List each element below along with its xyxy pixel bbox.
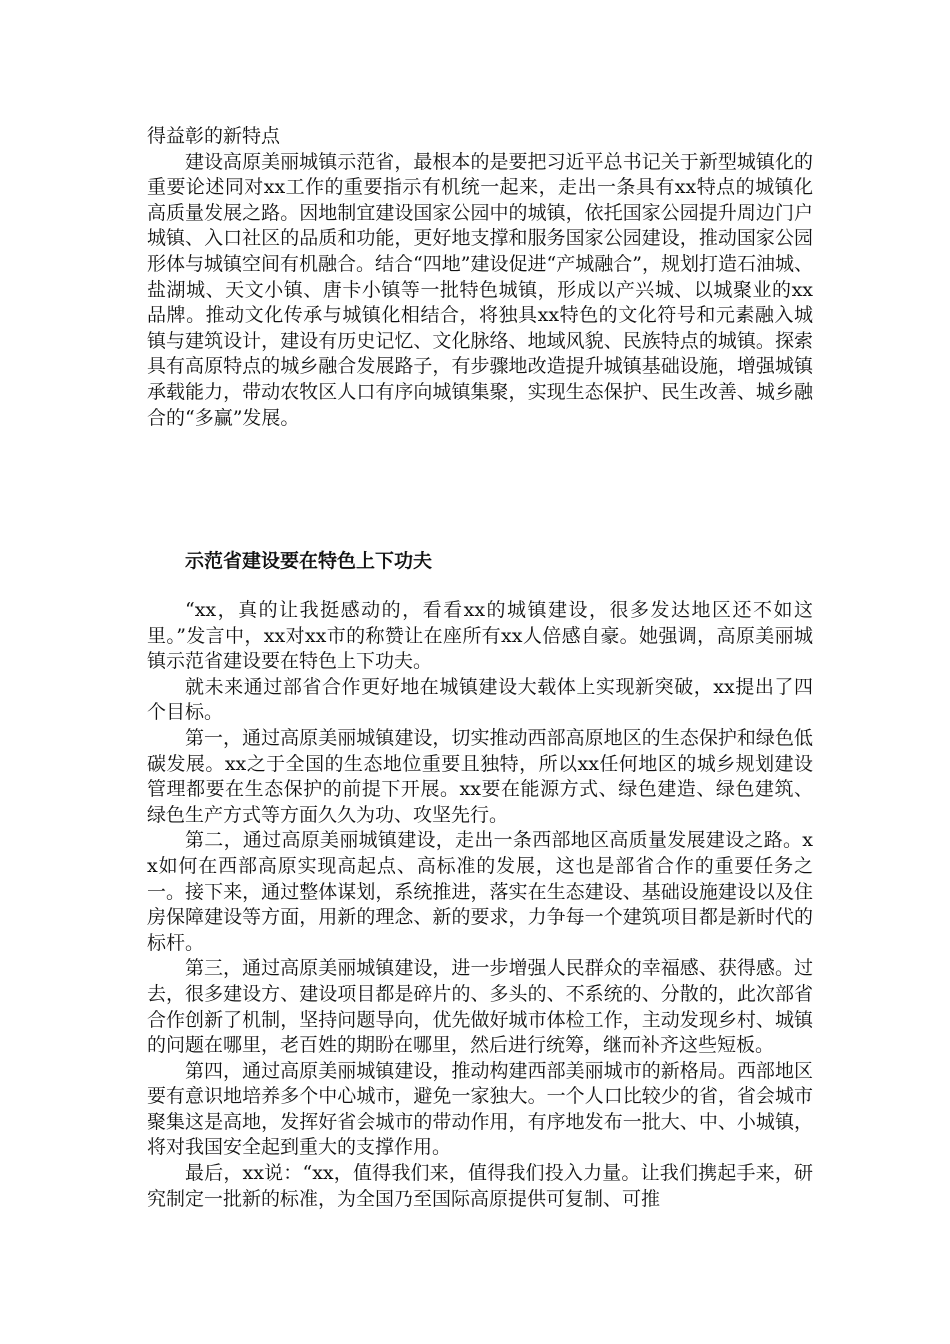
body-paragraph: 建设高原美丽城镇示范省，最根本的是要把习近平总书记关于新型城镇化的重要论述同对xx工作的重要指示有机统一起来，走出一条具有xx特点的城镇化高质量发展之路。因地制宜建设国家公园中的城镇，依托国家公园提升周边门户城镇、入口社区的品质和功能，更好地支撑和服务国家公园建设，推动国家公园形体与城镇空间有机融合。结合“四地”建设促进“产城融合”，规划打造石油城、盐湖城、天文小镇、唐卡小镇等一批特色城镇，形成以产兴城、以城聚业的xx品牌。推动文化传承与城镇化相结合，将独具xx特色的文化符号和元素融入城镇与建筑设计，建设有历史记忆、文化脉络、地域风貌、民族特点的城镇。探索具有高原特点的城乡融合发展路子，有步骤地改造提升城镇基础设施，增强城镇承载能力，带动农牧区人口有序向城镇集聚，实现生态保护、民生改善、城乡融合的“多赢”发展。: [147, 150, 813, 429]
body-paragraph: “xx，真的让我挺感动的，看看xx的城镇建设，很多发达地区还不如这里。”发言中，xx对xx市的称赞让在座所有xx人倍感自豪。她强调，高原美丽城镇示范省建设要在特色上下功夫。: [147, 599, 813, 673]
continuation-title: 得益彰的新特点: [147, 125, 281, 147]
body-paragraph: 就未来通过部省合作更好地在城镇建设大载体上实现新突破，xx提出了四个目标。: [147, 675, 813, 724]
body-paragraph: 第四，通过高原美丽城镇建设，推动构建西部美丽城市的新格局。西部地区要有意识地培养多个中心城市，避免一家独大。一个人口比较少的省，省会城市聚集这是高地，发挥好省会城市的带动作用，有序地发布一批大、中、小城镇，将对我国安全起到重大的支撑作用。: [147, 1059, 813, 1159]
body-paragraph: 第一，通过高原美丽城镇建设，切实推动西部高原地区的生态保护和绿色低碳发展。xx之于全国的生态地位重要且独特，所以xx任何地区的城乡规划建设管理都要在生态保护的前提下开展。xx要在能源方式、绿色建造、绿色建筑、绿色生产方式等方面久久为功、攻坚先行。: [147, 726, 813, 826]
top-text-block: [147, 124, 813, 431]
bottom-text-block: [147, 598, 813, 1212]
body-paragraph: 第二，通过高原美丽城镇建设，走出一条西部地区高质量发展建设之路。xx如何在西部高原实现高起点、高标准的发展，这也是部省合作的重要任务之一。接下来，通过整体谋划，系统推进，落实在生态建设、基础设施建设以及住房保障建设等方面，用新的理念、新的要求，力争每一个建筑项目都是新时代的标杆。: [147, 829, 813, 954]
body-paragraph: 第三，通过高原美丽城镇建设，进一步增强人民群众的幸福感、获得感。过去，很多建设方、建设项目都是碎片的、多头的、不系统的、分散的，此次部省合作创新了机制，坚持问题导向，优先做好城市体检工作，主动发现乡村、城镇的问题在哪里，老百姓的期盼在哪里，然后进行统筹，继而补齐这些短板。: [147, 957, 813, 1057]
body-paragraph: 最后，xx说：“xx，值得我们来，值得我们投入力量。让我们携起手来，研究制定一批新的标准，为全国乃至国际高原提供可复制、可推: [147, 1162, 813, 1210]
section-heading: 示范省建设要在特色上下功夫: [185, 550, 433, 572]
